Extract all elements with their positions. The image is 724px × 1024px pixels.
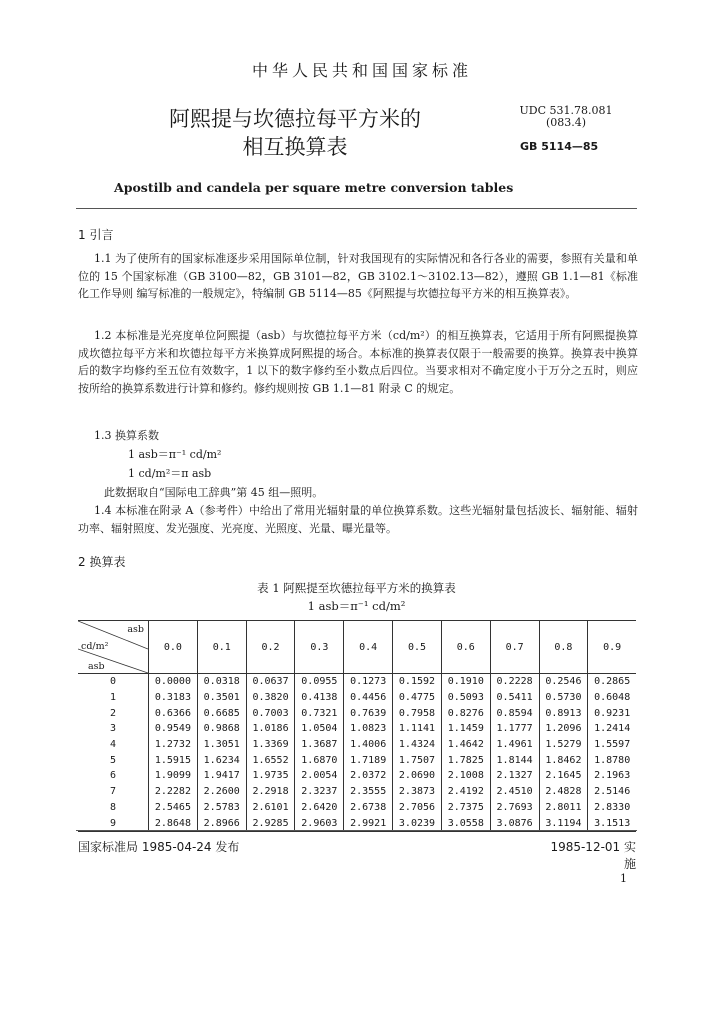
column-header: 0.7 bbox=[490, 621, 539, 674]
table-cell: 0.4138 bbox=[295, 690, 344, 706]
table-cell: 1.4642 bbox=[441, 737, 490, 753]
conversion-table bbox=[78, 620, 636, 832]
table-cell: 1.5597 bbox=[588, 737, 636, 753]
table-corner-cell bbox=[78, 621, 149, 674]
table-cell: 2.8966 bbox=[197, 815, 246, 831]
table-cell: 0.7639 bbox=[344, 705, 393, 721]
table-cell: 0.5730 bbox=[539, 690, 588, 706]
table-cell: 1.3051 bbox=[197, 737, 246, 753]
udc-code-suffix: (083.4) bbox=[545, 116, 587, 129]
formula-asb-to-cd: 1 asb＝π⁻¹ cd/m² bbox=[128, 448, 222, 461]
footer-divider bbox=[76, 830, 637, 831]
table-row bbox=[78, 800, 636, 816]
table-cell: 1.9417 bbox=[197, 768, 246, 784]
row-header: 4 bbox=[109, 739, 117, 751]
table-cell: 2.5465 bbox=[149, 800, 198, 816]
table-cell: 0.9868 bbox=[197, 721, 246, 737]
column-header: 0.0 bbox=[149, 621, 198, 674]
table-cell: 0.2865 bbox=[588, 674, 636, 690]
table-cell: 2.4510 bbox=[490, 784, 539, 800]
table-cell: 1.7507 bbox=[393, 752, 442, 768]
table-cell: 0.0637 bbox=[246, 674, 295, 690]
table-cell: 0.6366 bbox=[149, 705, 198, 721]
row-header: 1 bbox=[109, 692, 117, 704]
table-cell: 1.7189 bbox=[344, 752, 393, 768]
table-cell: 2.7693 bbox=[490, 800, 539, 816]
table-cell: 1.2096 bbox=[539, 721, 588, 737]
table-cell: 2.1327 bbox=[490, 768, 539, 784]
paragraph-1-3-source: 此数据取自“国际电工辞典”第 45 组—照明。 bbox=[104, 486, 324, 499]
table-cell: 1.6552 bbox=[246, 752, 295, 768]
table-cell: 2.3237 bbox=[295, 784, 344, 800]
table-cell: 0.2228 bbox=[490, 674, 539, 690]
table-cell: 0.5093 bbox=[441, 690, 490, 706]
table-row bbox=[78, 752, 636, 768]
english-subtitle: Apostilb and candela per square metre conversion tables bbox=[114, 180, 514, 195]
table-cell: 1.0823 bbox=[344, 721, 393, 737]
table-cell: 2.3873 bbox=[393, 784, 442, 800]
table-cell: 1.7825 bbox=[441, 752, 490, 768]
table-cell: 0.8913 bbox=[539, 705, 588, 721]
row-header: 2 bbox=[109, 707, 117, 719]
row-header: 7 bbox=[109, 786, 117, 798]
table-cell: 0.0000 bbox=[149, 674, 198, 690]
table-cell: 2.0372 bbox=[344, 768, 393, 784]
table-cell: 2.6420 bbox=[295, 800, 344, 816]
table-body bbox=[78, 674, 636, 832]
table-cell: 2.2600 bbox=[197, 784, 246, 800]
table-cell: 2.8330 bbox=[588, 800, 636, 816]
table-cell: 0.7003 bbox=[246, 705, 295, 721]
row-header: 6 bbox=[109, 770, 117, 782]
table-cell: 0.7958 bbox=[393, 705, 442, 721]
table-cell: 0.9231 bbox=[588, 705, 636, 721]
table-cell: 2.0054 bbox=[295, 768, 344, 784]
udc-code: UDC 531.78.081 bbox=[519, 104, 613, 117]
table-cell: 3.1513 bbox=[588, 815, 636, 831]
table-row bbox=[78, 674, 636, 690]
column-header: 0.8 bbox=[539, 621, 588, 674]
table-cell: 2.6738 bbox=[344, 800, 393, 816]
table-cell: 2.6101 bbox=[246, 800, 295, 816]
table-cell: 0.4775 bbox=[393, 690, 442, 706]
table-cell: 2.9603 bbox=[295, 815, 344, 831]
table-cell: 0.1273 bbox=[344, 674, 393, 690]
table-cell: 1.2732 bbox=[149, 737, 198, 753]
table-row bbox=[78, 768, 636, 784]
table-cell: 1.1777 bbox=[490, 721, 539, 737]
table-cell: 2.4828 bbox=[539, 784, 588, 800]
table-cell: 3.0558 bbox=[441, 815, 490, 831]
table-cell: 1.1459 bbox=[441, 721, 490, 737]
table-cell: 2.5783 bbox=[197, 800, 246, 816]
table-cell: 3.1194 bbox=[539, 815, 588, 831]
table-cell: 0.4456 bbox=[344, 690, 393, 706]
table-cell: 1.0504 bbox=[295, 721, 344, 737]
table-cell: 0.7321 bbox=[295, 705, 344, 721]
column-header: 0.1 bbox=[197, 621, 246, 674]
corner-label-bottom: asb bbox=[88, 661, 105, 672]
table-cell: 0.6685 bbox=[197, 705, 246, 721]
table-cell: 1.2414 bbox=[588, 721, 636, 737]
column-header: 0.2 bbox=[246, 621, 295, 674]
table-cell: 0.9549 bbox=[149, 721, 198, 737]
row-header: 0 bbox=[109, 676, 117, 688]
table-row bbox=[78, 737, 636, 753]
column-header: 0.5 bbox=[393, 621, 442, 674]
row-header: 8 bbox=[109, 801, 117, 813]
table-cell: 1.1141 bbox=[393, 721, 442, 737]
table-cell: 0.0318 bbox=[197, 674, 246, 690]
table-cell: 0.3501 bbox=[197, 690, 246, 706]
document-title-line2: 相互换算表 bbox=[242, 135, 348, 159]
table-row bbox=[78, 690, 636, 706]
corner-label-middle: cd/m² bbox=[81, 641, 109, 652]
table-cell: 2.1963 bbox=[588, 768, 636, 784]
table-cell: 1.5279 bbox=[539, 737, 588, 753]
table-cell: 1.4324 bbox=[393, 737, 442, 753]
table-cell: 0.0955 bbox=[295, 674, 344, 690]
table-cell: 0.6048 bbox=[588, 690, 636, 706]
table-cell: 2.0690 bbox=[393, 768, 442, 784]
table-cell: 2.1008 bbox=[441, 768, 490, 784]
table-cell: 2.1645 bbox=[539, 768, 588, 784]
table-cell: 2.7056 bbox=[393, 800, 442, 816]
table-header-row bbox=[78, 621, 636, 674]
column-header: 0.6 bbox=[441, 621, 490, 674]
table-cell: 1.0186 bbox=[246, 721, 295, 737]
table-cell: 3.0876 bbox=[490, 815, 539, 831]
table-cell: 3.0239 bbox=[393, 815, 442, 831]
table-cell: 0.1592 bbox=[393, 674, 442, 690]
table-cell: 2.2918 bbox=[246, 784, 295, 800]
table-cell: 1.8144 bbox=[490, 752, 539, 768]
table-cell: 1.9099 bbox=[149, 768, 198, 784]
table-caption: 表 1 阿熙提至坎德拉每平方米的换算表 bbox=[257, 581, 456, 595]
header-divider bbox=[76, 208, 637, 209]
table-cell: 1.6870 bbox=[295, 752, 344, 768]
table-cell: 0.5411 bbox=[490, 690, 539, 706]
table-cell: 1.5915 bbox=[149, 752, 198, 768]
table-cell: 2.8648 bbox=[149, 815, 198, 831]
column-header: 0.4 bbox=[344, 621, 393, 674]
column-header: 0.9 bbox=[588, 621, 636, 674]
section-heading-introduction: 1 引言 bbox=[78, 228, 114, 242]
table-cell: 1.4006 bbox=[344, 737, 393, 753]
paragraph-1-4: 1.4 本标准在附录 A（参考件）中给出了常用光辐射量的单位换算系数。这些光辐射量包括波长、辐射能、辐射功率、辐射照度、发光强度、光亮度、光照度、光量、曝光量等。 bbox=[78, 504, 638, 535]
standard-number: GB 5114—85 bbox=[520, 140, 599, 153]
row-header: 3 bbox=[109, 723, 117, 735]
table-cell: 1.4961 bbox=[490, 737, 539, 753]
table-cell: 1.3687 bbox=[295, 737, 344, 753]
corner-label-top: asb bbox=[127, 624, 144, 635]
table-row bbox=[78, 815, 636, 831]
table-cell: 2.8011 bbox=[539, 800, 588, 816]
paragraph-1-2: 1.2 本标准是光亮度单位阿熙提（asb）与坎德拉每平方米（cd/m²）的相互换算表，它适用于所有阿熙提换算成坎德拉每平方米和坎德拉每平方米换算成阿熙提的场合。本标准的换算表仅限于一般需要的换算。换算表中换算后的数字均修约至五位有效数字，1 以下的数字修约至小数点后四位。当要求相对不确定度小于万分之五时，则应按所给的换算系数进行计算和修约。修约规则按 GB 1.1—81 附录 C 的规定。 bbox=[78, 329, 638, 396]
table-cell: 2.3555 bbox=[344, 784, 393, 800]
row-header: 9 bbox=[78, 815, 149, 831]
table-row bbox=[78, 721, 636, 737]
section-heading-conversion-table: 2 换算表 bbox=[78, 555, 126, 569]
issue-date: 国家标准局 1985-04-24 发布 bbox=[78, 840, 240, 854]
table-cell: 1.6234 bbox=[197, 752, 246, 768]
table-cell: 0.3183 bbox=[149, 690, 198, 706]
table-cell: 2.2282 bbox=[149, 784, 198, 800]
table-row bbox=[78, 705, 636, 721]
issuing-country-standard: 中华人民共和国国家标准 bbox=[251, 61, 472, 80]
table-cell: 1.3369 bbox=[246, 737, 295, 753]
document-title-line1: 阿熙提与坎德拉每平方米的 bbox=[169, 107, 421, 131]
table-cell: 1.9735 bbox=[246, 768, 295, 784]
table-cell: 0.2546 bbox=[539, 674, 588, 690]
row-header: 5 bbox=[109, 754, 117, 766]
table-cell: 0.1910 bbox=[441, 674, 490, 690]
table-cell: 0.8594 bbox=[490, 705, 539, 721]
page-number: 1 bbox=[620, 872, 627, 885]
table-cell: 2.5146 bbox=[588, 784, 636, 800]
table-cell: 1.8462 bbox=[539, 752, 588, 768]
effective-date: 1985-12-01 实施 bbox=[550, 840, 636, 871]
table-cell: 2.9921 bbox=[344, 815, 393, 831]
table-cell: 1.8780 bbox=[588, 752, 636, 768]
table-cell: 2.9285 bbox=[246, 815, 295, 831]
paragraph-1-1: 1.1 为了使所有的国家标准逐步采用国际单位制，针对我国现有的实际情况和各行各业的需要，参照有关量和单位的 15 个国家标准（GB 3100—82，GB 3101—82，GB 3102.1～3102.13—82），遵照 GB 1.1—81《标准化工作导则 编写标准的一般规定》，特编制 GB 5114—85《阿熙提与坎德拉每平方米的相互换算表》。 bbox=[78, 252, 638, 301]
table-conversion-factor: 1 asb＝π⁻¹ cd/m² bbox=[307, 599, 406, 613]
table-cell: 0.8276 bbox=[441, 705, 490, 721]
column-header: 0.3 bbox=[295, 621, 344, 674]
table-cell: 2.4192 bbox=[441, 784, 490, 800]
table-cell: 2.7375 bbox=[441, 800, 490, 816]
paragraph-1-3: 1.3 换算系数 bbox=[94, 429, 159, 442]
table-row bbox=[78, 784, 636, 800]
table-cell: 0.3820 bbox=[246, 690, 295, 706]
formula-cd-to-asb: 1 cd/m²＝π asb bbox=[128, 467, 212, 480]
